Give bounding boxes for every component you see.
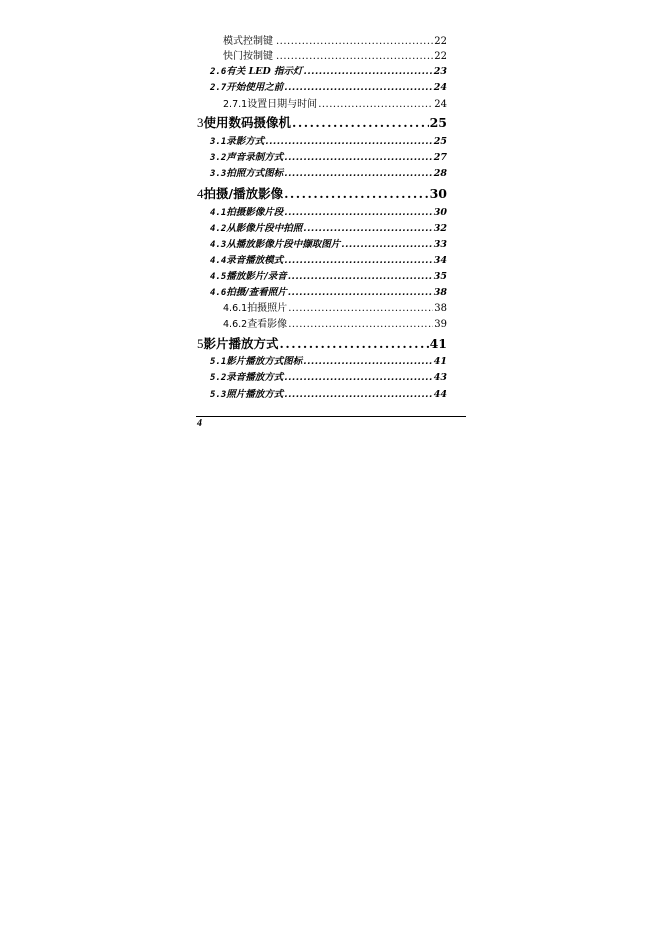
- toc-entry-title: 录影方式: [226, 136, 265, 147]
- toc-chapter: [197, 334, 447, 352]
- toc-entry-number: 4.4: [210, 256, 227, 266]
- toc-entry-page: 23: [433, 66, 447, 77]
- toc-entry-number: 4.3: [210, 240, 227, 250]
- toc-entry-page: 27: [433, 152, 447, 163]
- toc-entry-number: 4.6: [210, 288, 227, 298]
- toc-entry-title: 从播放影像片段中撷取图片: [226, 239, 341, 250]
- toc-entry-page: 30: [433, 207, 447, 218]
- toc-leader-dots: [288, 319, 433, 330]
- toc-leader-dots: [265, 136, 432, 147]
- toc-leader-dots: [304, 66, 433, 77]
- toc-leader-dots: [303, 356, 432, 367]
- toc-chapter-page: 41: [429, 336, 447, 351]
- toc-leader-dots: [284, 372, 432, 383]
- toc-entry: [210, 386, 447, 400]
- toc-entry: [223, 47, 447, 62]
- toc-entry-title: 拍摄照片: [247, 303, 288, 314]
- toc-entry-number: 4.1: [210, 208, 227, 218]
- toc-leader-dots: [284, 186, 429, 201]
- toc-entry-number: 5.1: [210, 357, 227, 367]
- toc-entry-number: 4.6.2: [223, 319, 248, 330]
- toc-entry-number: 2.6: [210, 67, 227, 77]
- toc-entry-page: 41: [433, 356, 447, 367]
- toc-chapter: [197, 113, 447, 131]
- toc-entry-number: 5.2: [210, 373, 227, 383]
- toc-leader-dots: [284, 255, 432, 266]
- toc-leader-dots: [341, 239, 432, 250]
- toc-entry-number: 3.2: [210, 153, 227, 163]
- toc-entry-title: 查看影像: [247, 319, 288, 330]
- toc-entry-title: 模式控制键: [223, 36, 273, 47]
- toc-entry-number: 3.1: [210, 137, 227, 147]
- toc-entry: [210, 79, 447, 93]
- toc-leader-dots: [284, 82, 432, 93]
- toc-entry-number: 5.3: [210, 390, 227, 400]
- toc-entry-page: 44: [433, 389, 447, 400]
- toc-entry-number: 3.3: [210, 169, 227, 179]
- toc-entry: [210, 268, 447, 282]
- toc-entry-title: 拍摄/查看照片: [226, 287, 287, 298]
- toc-leader-dots: [318, 99, 433, 110]
- toc-entry: [210, 133, 447, 147]
- toc-chapter-number: 3: [197, 115, 204, 130]
- toc-leader-dots: [280, 336, 429, 351]
- toc-entry-title: 拍摄影像片段: [226, 207, 284, 218]
- toc-entry-page: 35: [433, 271, 447, 282]
- toc-leader-dots: [284, 168, 432, 179]
- toc-entry: [210, 252, 447, 266]
- toc-leader-dots: [303, 223, 432, 234]
- toc-entry-page: 24: [433, 82, 447, 93]
- toc-leader-dots: [288, 287, 433, 298]
- toc-entry: [210, 204, 447, 218]
- toc-leader-dots: [288, 303, 433, 314]
- footer-divider: [196, 416, 466, 417]
- toc-entry-number: 2.7: [210, 83, 227, 93]
- toc-entry-page: 38: [433, 287, 447, 298]
- toc-entry: [210, 236, 447, 250]
- toc-entry-page: 22: [434, 36, 447, 47]
- toc-entry-number: 4.2: [210, 224, 227, 234]
- toc-entry-page: 25: [433, 136, 447, 147]
- toc-chapter: [197, 184, 447, 202]
- toc-entry-title: 拍照方式图标: [226, 168, 284, 179]
- toc-entry-title: 录音播放方式: [226, 372, 284, 383]
- toc-leader-dots: [276, 51, 433, 62]
- toc-entry-page: 28: [433, 168, 447, 179]
- toc-entry-number: 4.5: [210, 272, 227, 282]
- toc-entry-title: 从影像片段中拍照: [226, 223, 303, 234]
- toc-entry-number: 2.7.1: [223, 99, 248, 110]
- toc-entry-page: 39: [434, 319, 447, 330]
- toc-entry: [223, 315, 447, 330]
- toc-entry: [210, 369, 447, 383]
- toc-entry-page: 32: [433, 223, 447, 234]
- toc-leader-dots: [288, 271, 433, 282]
- toc-leader-dots: [284, 152, 432, 163]
- toc-chapter-page: 25: [429, 115, 447, 130]
- toc-entry: [210, 149, 447, 163]
- toc-entry-title: 快门按制键: [223, 51, 273, 62]
- toc-entry-title: 设置日期与时间: [247, 99, 318, 110]
- toc-chapter-number: 4: [197, 186, 204, 201]
- toc-entry-page: 38: [434, 303, 447, 314]
- toc-entry: [210, 220, 447, 234]
- toc-leader-dots: [292, 115, 429, 130]
- toc-entry-page: 24: [434, 99, 447, 110]
- toc-leader-dots: [284, 207, 432, 218]
- toc-entry-title: 录音播放模式: [226, 255, 284, 266]
- toc-entry-title: 照片播放方式: [226, 389, 284, 400]
- toc-entry: [223, 95, 447, 110]
- toc-entry-title: 有关 LED 指示灯: [226, 66, 303, 77]
- toc-chapter-title: 影片播放方式: [203, 336, 279, 351]
- footer-page-number: 4: [197, 418, 202, 429]
- toc-chapter-title: 使用数码摄像机: [203, 115, 292, 130]
- toc-entry: [223, 32, 447, 47]
- toc-entry-page: 33: [433, 239, 447, 250]
- toc-entry-page: 22: [434, 51, 447, 62]
- toc-entry-number: 4.6.1: [223, 303, 248, 314]
- toc-chapter-page: 30: [429, 186, 447, 201]
- toc-entry-title: 声音录制方式: [226, 152, 284, 163]
- toc-entry-page: 34: [433, 255, 447, 266]
- toc-entry: [210, 165, 447, 179]
- toc-leader-dots: [284, 389, 432, 400]
- toc-entry: [210, 353, 447, 367]
- toc-entry-page: 43: [433, 372, 447, 383]
- toc-entry: [223, 299, 447, 314]
- toc-entry: [210, 63, 447, 77]
- toc-chapter-title: 拍摄/播放影像: [203, 186, 284, 201]
- toc-entry-title: 播放影片/录音: [226, 271, 287, 282]
- toc-entry: [210, 284, 447, 298]
- toc-entry-title: 影片播放方式图标: [226, 356, 303, 367]
- toc-leader-dots: [276, 36, 433, 47]
- toc-entry-title: 开始使用之前: [226, 82, 284, 93]
- toc-chapter-number: 5: [197, 336, 204, 351]
